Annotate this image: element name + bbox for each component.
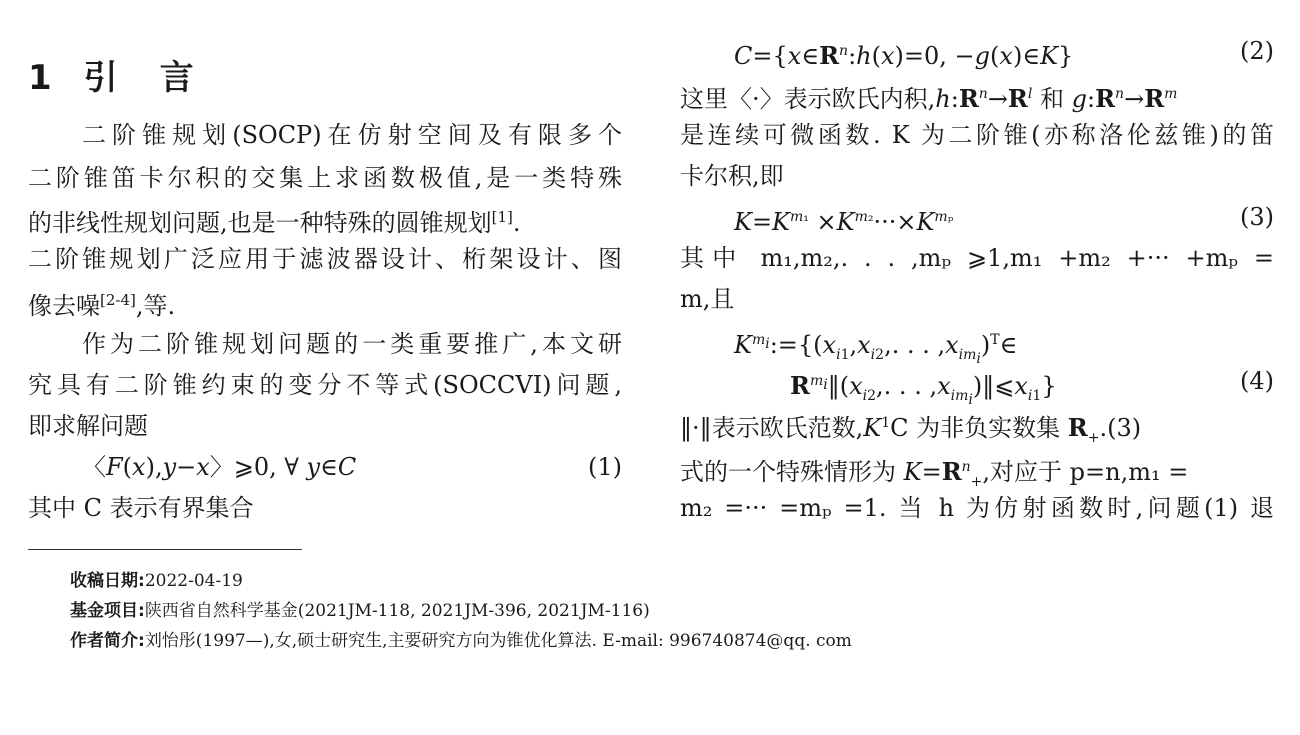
paragraph-line: ‖·‖表示欧氏范数$,K^1C$ 为非负实数集 $R_+.(3)$ <box>680 413 1142 446</box>
paragraph-line: 的非线性规划问题,也是一种特殊的圆锥规划[1]. <box>28 208 521 237</box>
equation-1 <box>28 449 622 485</box>
footnote-funding <box>70 598 650 624</box>
equation-expression: $K=K^{m_1} \times K^{m_2}\cdot\cdot\cdot\times K^{m_p}$ <box>734 208 954 236</box>
footnote-label: 收稿日期: <box>70 571 145 591</box>
paragraph-line: 式的一个特殊情形为 $K=R^n_+$,对应于 p=n,m₁ = <box>680 457 1189 490</box>
section-title-char-2: 言 <box>159 58 196 98</box>
paragraph-line: 是连续可微函数. K 为二阶锥(亦称洛伦兹锥)的笛 <box>680 121 1274 149</box>
equation-4-line-2 <box>680 363 1274 408</box>
paragraph-line: 二阶锥规划广泛应用于滤波器设计、桁架设计、图 <box>28 245 622 273</box>
paragraph-line: 卡尔积,即 <box>680 162 784 190</box>
equation-expression: 〈F(x),y−x〉⩾0, ∀ y∈C <box>82 453 357 481</box>
paragraph-line: 二阶锥规划(SOCP)在仿射空间及有限多个 <box>82 121 622 149</box>
footnote-author <box>70 628 852 654</box>
footnote-text: 陕西省自然科学基金(2021JM-118, 2021JM-396, 2021JM-116) <box>144 601 650 621</box>
paragraph-line: 这里〈·〉表示欧氏内积$,h:R^n\to R^l$ 和 $g:R^n\to R^m$ <box>680 84 1178 113</box>
footnote-text: 2022-04-19 <box>144 571 243 591</box>
footnote-label: 基金项目: <box>70 601 145 621</box>
paragraph-line: 二阶锥笛卡尔积的交集上求函数极值,是一类特殊 <box>28 164 622 192</box>
equation-expression: $R^{m_i}‖(x_{i2}$,. . . $,x_{im_i})‖⩽x_{i1}$} <box>790 371 1057 408</box>
paragraph-line: m₂ =··· =mₚ =1. 当 h 为仿射函数时,问题(1) 退 <box>680 494 1274 522</box>
equation-4-line-1 <box>680 322 1274 367</box>
paragraph-line: 作为二阶锥规划问题的一类重要推广,本文研 <box>82 330 622 358</box>
equation-expression: $C=\{x\in R^n:h(x)=0$, −g(x)∈K} <box>734 41 1074 70</box>
equation-2 <box>680 33 1274 69</box>
paragraph-line: 究具有二阶锥约束的变分不等式(SOCCVI)问题, <box>28 371 622 399</box>
paragraph-line: 其中 m₁,m₂,. . . ,mₚ ⩾1,m₁ +m₂ +··· +mₚ = <box>680 244 1274 272</box>
citation: [2-4] <box>100 291 136 309</box>
paragraph-line: 其中 C 表示有界集合 <box>28 494 254 522</box>
footnote-rule <box>28 549 302 550</box>
equation-number: (1) <box>588 453 622 481</box>
section-title-char-1: 引 <box>83 58 120 98</box>
citation: [1] <box>491 208 513 226</box>
paragraph-line: 像去噪[2-4],等. <box>28 291 176 320</box>
paragraph-line: 即求解问题 <box>28 412 148 440</box>
section-number: 1 <box>28 58 54 98</box>
equation-number: (3) <box>1240 203 1274 231</box>
equation-number: (4) <box>1240 367 1274 395</box>
equation-3 <box>680 199 1274 235</box>
footnote-received-date <box>70 568 243 594</box>
footnote-label: 作者简介: <box>70 631 145 651</box>
equation-expression: $K^{m_i}:=\{(x_{i1},x_{i2}$,. . . $,x_{im_i})^T\in$ <box>734 331 1018 367</box>
footnote-text: 刘怡彤(1997—),女,硕士研究生,主要研究方向为锥优化算法. E-mail: 996740874@qq. com <box>144 631 852 651</box>
paragraph-line: m,且 <box>680 285 735 313</box>
section-title <box>28 50 196 99</box>
equation-number: (2) <box>1240 37 1274 65</box>
